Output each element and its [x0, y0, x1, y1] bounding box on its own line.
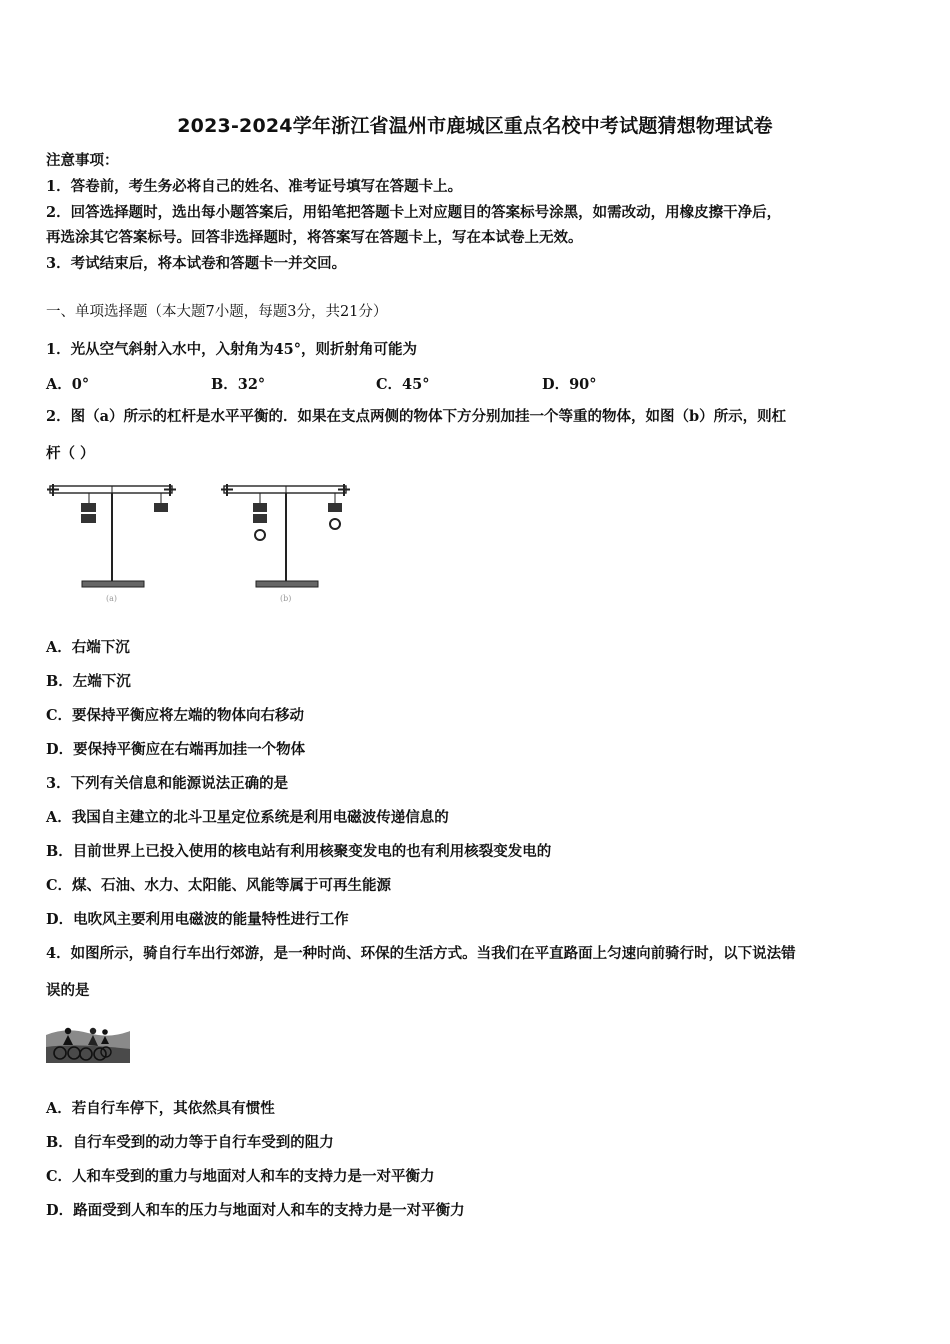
q4-option-d: D．路面受到人和车的压力与地面对人和车的支持力是一对平衡力 [46, 1202, 465, 1219]
q1-option-a: A．0° [46, 376, 90, 393]
figure-b-label: (b) [280, 594, 292, 603]
notice-item: 1．答卷前，考生务必将自己的姓名、准考证号填写在答题卡上。 [46, 178, 463, 195]
q1-options [46, 373, 916, 393]
q3-option-c: C．煤、石油、水力、太阳能、风能等属于可再生能源 [46, 877, 392, 894]
q2-stem-cont: 杆（ ） [46, 445, 95, 462]
q3-option-d: D．电吹风主要利用电磁波的能量特性进行工作 [46, 911, 349, 928]
q1-option-c: C．45° [376, 376, 430, 393]
q2-stem: 2．图（a）所示的杠杆是水平平衡的．如果在支点两侧的物体下方分别加挂一个等重的物体，如图（b）所示，则杠 [46, 408, 787, 425]
notice-item: 3．考试结束后，将本试卷和答题卡一并交回。 [46, 255, 347, 272]
notice-item: 2．回答选择题时，选出每小题答案后，用铅笔把答题卡上对应题目的答案标号涂黑，如需改动，用橡皮擦干净后， [46, 204, 782, 221]
lever-figure [44, 474, 364, 606]
q4-stem: 4．如图所示，骑自行车出行郊游，是一种时尚、环保的生活方式。当我们在平直路面上匀速向前骑行时，以下说法错 [46, 945, 796, 962]
section-heading: 一、单项选择题（本大题7小题，每题3分，共21分） [46, 304, 388, 320]
q3-option-a: A．我国自主建立的北斗卫星定位系统是利用电磁波传递信息的 [46, 809, 449, 826]
notice-heading: 注意事项： [46, 152, 119, 169]
page-title: 2023-2024学年浙江省温州市鹿城区重点名校中考试题猜想物理试卷 [177, 115, 773, 137]
q3-option-b: B．目前世界上已投入使用的核电站有利用核聚变发电的也有利用核裂变发电的 [46, 843, 552, 860]
lever-a [47, 484, 176, 587]
cyclists-photo [46, 1017, 130, 1063]
q3-stem: 3．下列有关信息和能源说法正确的是 [46, 775, 289, 792]
q4-option-b: B．自行车受到的动力等于自行车受到的阻力 [46, 1134, 334, 1151]
q1-option-d: D．90° [542, 376, 597, 393]
q4-stem-cont: 误的是 [46, 982, 90, 999]
q4-option-c: C．人和车受到的重力与地面对人和车的支持力是一对平衡力 [46, 1168, 435, 1185]
q1-stem: 1．光从空气斜射入水中，入射角为45°，则折射角可能为 [46, 341, 418, 358]
q1-option-b: B．32° [211, 376, 266, 393]
q2-option-d: D．要保持平衡应在右端再加挂一个物体 [46, 741, 306, 758]
q2-option-a: A．右端下沉 [46, 639, 130, 656]
lever-b [221, 484, 350, 587]
q2-option-b: B．左端下沉 [46, 673, 131, 690]
q2-option-c: C．要保持平衡应将左端的物体向右移动 [46, 707, 305, 724]
figure-a-label: (a) [106, 594, 118, 603]
notice-item: 再选涂其它答案标号。回答非选择题时，将答案写在答题卡上，写在本试卷上无效。 [46, 229, 583, 246]
q4-option-a: A．若自行车停下，其依然具有惯性 [46, 1100, 275, 1117]
